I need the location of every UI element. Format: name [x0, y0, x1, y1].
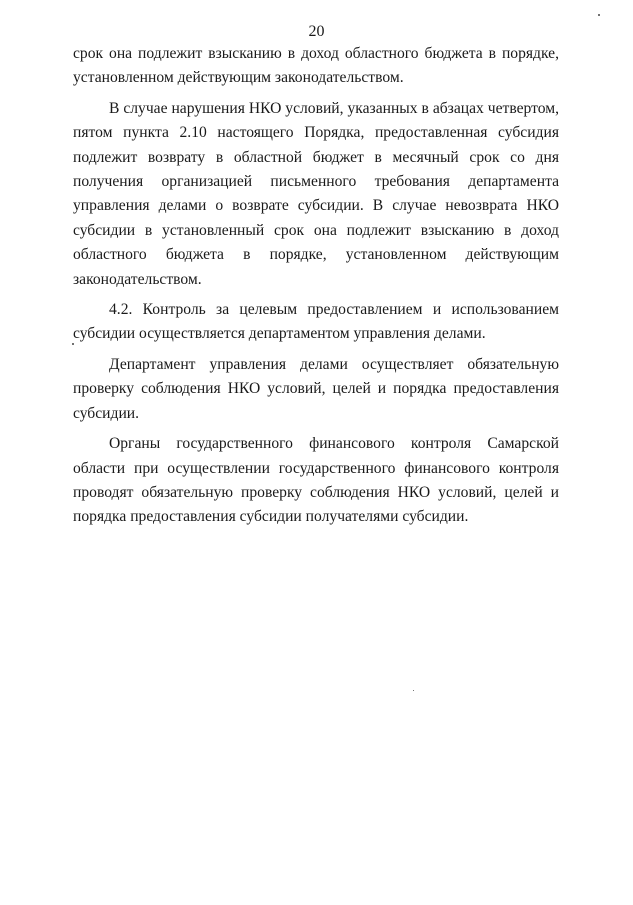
- paragraph-continuation: срок она подлежит взысканию в доход областного бюджета в порядке, установленном действующим законодательством.: [73, 45, 559, 87]
- paragraph-violation-return: В случае нарушения НКО условий, указанных в абзацах четвертом, пятом пункта 2.10 настоящего Порядка, предоставленная субсидия подлежит возврату в областной бюджет в месячный срок со дня получения организацией письменного требования департамента управления делами о возврате субсидии. В случае невозврата НКО субсидии в установленный срок она подлежит взысканию в доход областного бюджета в порядке, установленном действующим законодательством.: [73, 99, 559, 288]
- paragraph-department-check: Департамент управления делами осуществляет обязательную проверку соблюдения НКО условий, целей и порядка предоставления субсидии.: [73, 355, 559, 422]
- page-number: 20: [308, 23, 325, 40]
- scan-speck: [72, 343, 74, 345]
- paragraph-financial-control: Органы государственного финансового контроля Самарской области при осуществлении государственного финансового контроля проводят обязательную проверку соблюдения НКО условий, целей и порядка предоставления субсидии получателями субсидии.: [73, 435, 559, 526]
- scan-speck: [413, 690, 414, 691]
- scan-speck: [598, 14, 600, 16]
- document-body: [73, 42, 559, 536]
- paragraph-control-4-2: 4.2. Контроль за целевым предоставлением и использованием субсидии осуществляется департаментом управления делами.: [73, 301, 559, 343]
